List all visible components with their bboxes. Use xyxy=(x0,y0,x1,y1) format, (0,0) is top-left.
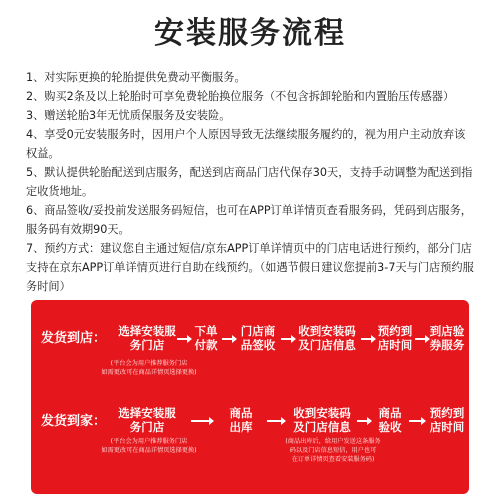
flow-step: 商品出库 xyxy=(229,406,253,434)
flow-note-line: (平台会为用户推荐服务门店 xyxy=(110,438,188,445)
flow-note-line: 如需更改可在商品详情页选择更换) xyxy=(101,369,197,376)
flow-panel xyxy=(31,300,469,494)
flow-step: 预约到店时间 xyxy=(429,406,465,434)
flow-step: 门店商品签收 xyxy=(240,324,276,352)
flow-step: 收到安装码及门店信息 xyxy=(293,406,351,434)
arrow-right-icon xyxy=(177,338,191,340)
list-item: 1、对实际更换的轮胎提供免费动平衡服务。 xyxy=(26,71,246,84)
flow-row-label: 发货到家： xyxy=(41,414,107,429)
flow-step: 选择安装服务门店 xyxy=(118,324,176,352)
arrow-right-icon xyxy=(409,420,425,422)
flow-step: 下单付款 xyxy=(194,324,218,352)
arrow-right-icon xyxy=(361,338,375,340)
flow-step: 商品验收 xyxy=(378,406,402,434)
flow-step: 预约到店时间 xyxy=(377,324,413,352)
flow-row-label: 发货到店： xyxy=(41,331,107,346)
arrow-right-icon xyxy=(191,420,213,422)
arrow-right-icon xyxy=(357,420,371,422)
flow-note xyxy=(89,437,209,455)
service-terms-list xyxy=(26,68,476,296)
list-item: 7、预约方式：建议您自主通过短信/京东APP订单详情页中的门店电话进行预约，部分门店支持在京东APP订单详情页进行自助在线预约。（如遇节假日建议您提前3-7天与门店预约服务时间） xyxy=(26,242,474,293)
list-item: 5、默认提供轮胎配送到店服务，配送到店商品门店代保存30天，支持手动调整为配送到指定收货地址。 xyxy=(26,166,473,198)
flow-step: 到店验券服务 xyxy=(429,324,465,352)
arrow-right-icon xyxy=(281,338,295,340)
flow-row-store xyxy=(31,306,469,396)
flow-note-line: (平台会为用户推荐服务门店 xyxy=(110,360,188,367)
arrow-right-icon xyxy=(415,338,429,340)
list-item: 4、享受0元安装服务时，因用户个人原因导致无法继续服务履约的，视为用户主动放弃该权益。 xyxy=(26,128,466,160)
arrow-right-icon xyxy=(267,420,285,422)
flow-note xyxy=(277,437,389,464)
list-item: 2、购买2条及以上轮胎时可享免费轮胎换位服务（不包含拆卸轮胎和内置胎压传感器） xyxy=(26,90,455,103)
flow-row-home xyxy=(31,392,469,482)
page-title: 安装服务流程 xyxy=(154,16,346,51)
flow-note-line: 如需更改可在商品详情页选择更换) xyxy=(101,447,197,454)
flow-step: 选择安装服务门店 xyxy=(118,406,176,434)
flow-note-line: 码以及门店信息短信，用户也可 xyxy=(289,447,377,454)
flow-note xyxy=(89,359,209,377)
flow-note-line: (商品出库后，给用户发送这条服务 xyxy=(285,438,381,445)
list-item: 3、赠送轮胎3年无忧质保服务及安装险。 xyxy=(26,109,231,122)
flow-step: 收到安装码及门店信息 xyxy=(298,324,356,352)
arrow-right-icon xyxy=(222,338,236,340)
list-item: 6、商品签收/妥投前发送服务码短信，也可在APP订单详情页查看服务码，凭码到店服务，服务码有效期90天。 xyxy=(26,204,472,236)
flow-note-line: 在订单详情页查看安装服务码) xyxy=(291,456,375,463)
